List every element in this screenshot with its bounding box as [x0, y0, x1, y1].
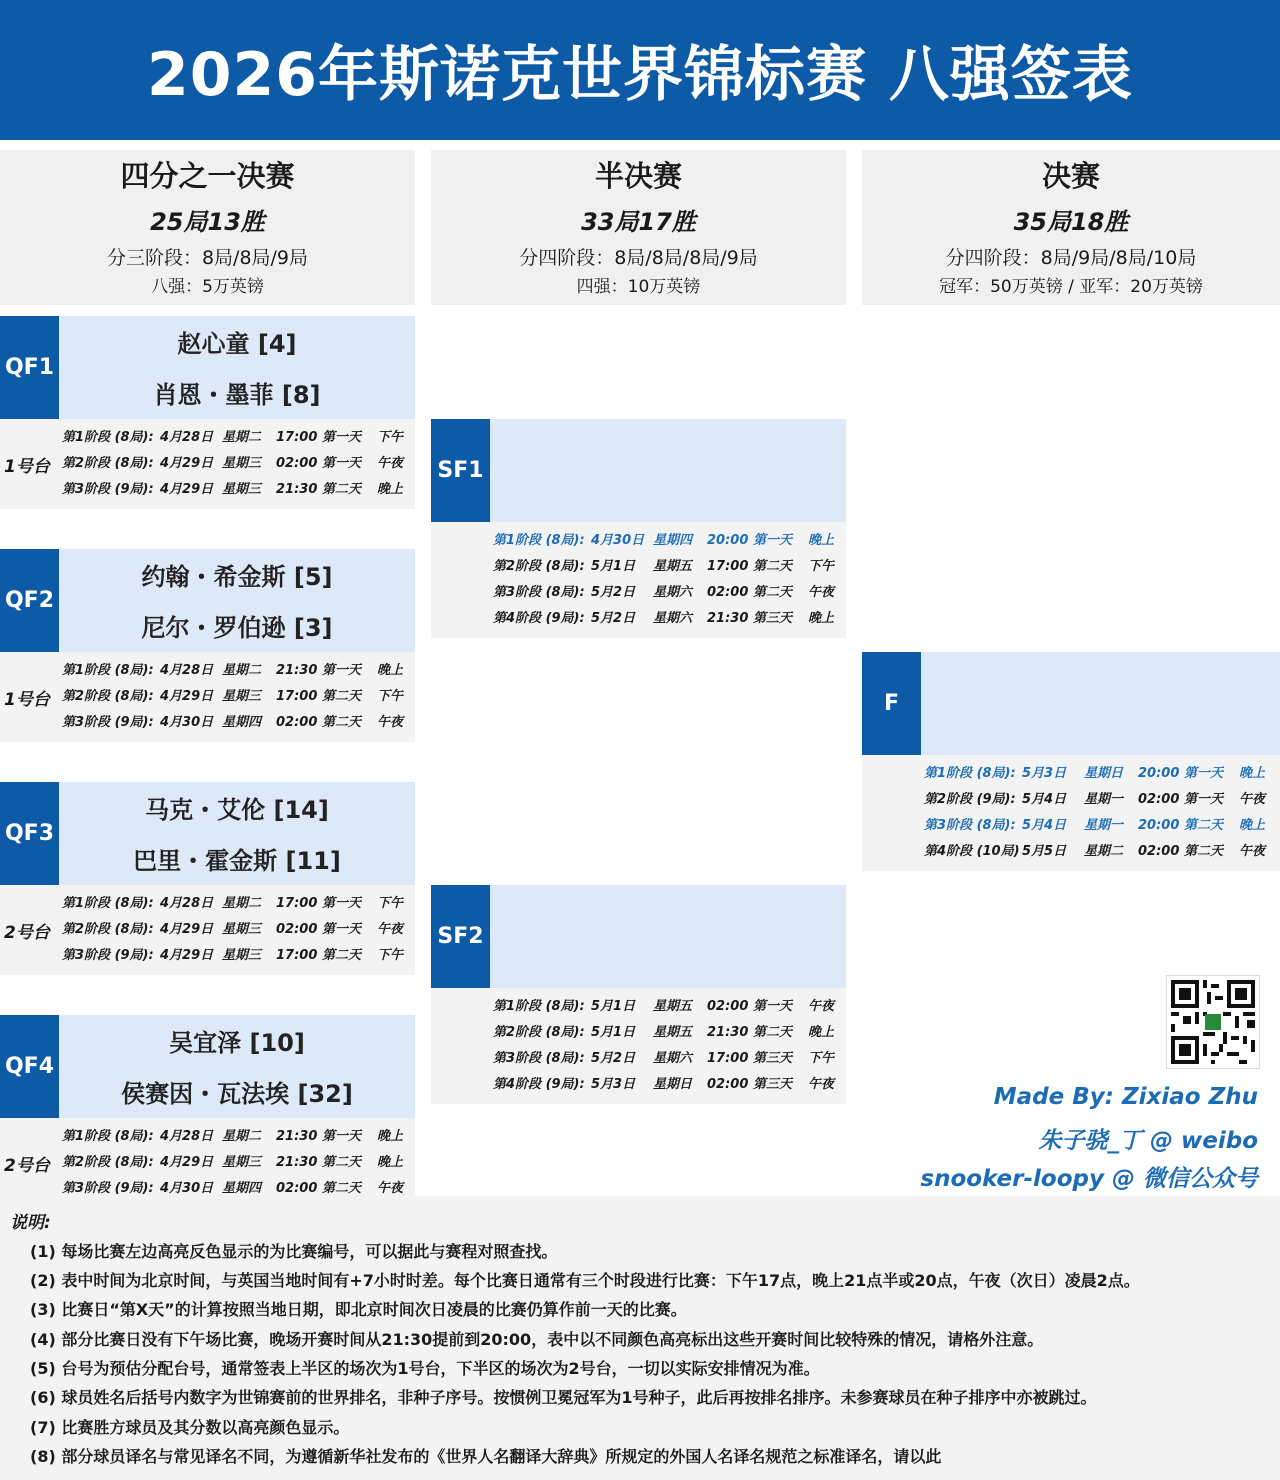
player-name: 巴里・霍金斯 [11]: [133, 847, 341, 875]
session-n: 第二天: [1184, 818, 1224, 833]
note-item: (3) 比赛日“第X天”的计算按照当地日期，即北京时间次日凌晨的比赛仍算作前一天的比赛。: [30, 1300, 687, 1319]
session-time: 02:00: [276, 456, 318, 471]
session-n: 第一天: [1184, 792, 1224, 807]
session-stage: 第1阶段 (8局):: [62, 663, 154, 678]
match-code: QF2: [0, 549, 59, 652]
session-n: 第二天: [753, 559, 793, 574]
table-number: 1号台: [4, 456, 50, 477]
session-stage: 第2阶段 (8局):: [493, 1025, 585, 1040]
session-part: 晚上: [377, 1129, 404, 1144]
session-n: 第一天: [322, 663, 362, 678]
session-part: 晚上: [808, 611, 835, 626]
player-name: 约翰・希金斯 [5]: [141, 563, 333, 591]
session-part: 午夜: [1239, 792, 1266, 807]
session-row: [62, 710, 415, 736]
session-date: 5月2日: [591, 611, 636, 626]
session-stage: 第1阶段 (8局):: [62, 1129, 154, 1144]
session-n: 第三天: [753, 1051, 793, 1066]
session-date: 5月3日: [591, 1077, 636, 1092]
session-date: 4月29日: [160, 456, 214, 471]
session-row: [62, 451, 415, 477]
session-day: 星期一: [1084, 792, 1124, 807]
session-part: 午夜: [377, 456, 404, 471]
session-day: 星期五: [653, 559, 693, 574]
session-n: 第二天: [322, 948, 362, 963]
schedule-block: [0, 1118, 415, 1208]
players-block: [59, 1015, 415, 1118]
table-number: 1号台: [4, 689, 50, 710]
player-name: 赵心童 [4]: [177, 330, 297, 358]
session-day: 星期三: [222, 456, 262, 471]
schedule-block: [0, 419, 415, 509]
session-n: 第二天: [753, 1025, 793, 1040]
round-format: 35局18胜: [1013, 208, 1129, 236]
session-time: 21:30: [276, 482, 318, 497]
session-row: [493, 1046, 846, 1072]
note-item: (1) 每场比赛左边高亮反色显示的为比赛编号，可以据此与赛程对照查找。: [30, 1242, 558, 1261]
round-sessions: 分四阶段：8局/8局/8局/9局: [519, 247, 758, 269]
session-part: 午夜: [377, 715, 404, 730]
session-row: [493, 580, 846, 606]
note-item: (8) 部分球员译名与常见译名不同，为遵循新华社发布的《世界人名翻译大辞典》所规定的外国人名译名规范之标准译名，请以此: [30, 1447, 942, 1466]
schedule-block: [431, 522, 846, 638]
session-day: 星期二: [1084, 844, 1124, 859]
session-day: 星期二: [222, 430, 262, 445]
session-row: [62, 1150, 415, 1176]
session-row: [493, 994, 846, 1020]
session-n: 第一天: [322, 896, 362, 911]
session-date: 5月2日: [591, 1051, 636, 1066]
session-part: 下午: [808, 1051, 835, 1066]
session-n: 第二天: [322, 1155, 362, 1170]
session-day: 星期六: [653, 611, 693, 626]
session-date: 4月30日: [591, 533, 645, 548]
session-row: [62, 943, 415, 969]
match-code: F: [862, 652, 921, 755]
session-stage: 第3阶段 (9局):: [62, 1181, 154, 1196]
session-day: 星期三: [222, 948, 262, 963]
qr-code-icon: [1167, 976, 1259, 1068]
schedule-block: [0, 652, 415, 742]
session-n: 第一天: [322, 1129, 362, 1144]
note-item: (6) 球员姓名后括号内数字为世锦赛前的世界排名，非种子序号。按惯例卫冕冠军为1号种子，此后再按排名排序。未参赛球员在种子排序中亦被跳过。: [30, 1388, 1097, 1407]
match-code: SF2: [431, 885, 490, 988]
session-n: 第一天: [753, 533, 793, 548]
session-time: 02:00: [707, 999, 749, 1014]
players-block: [921, 652, 1280, 755]
session-n: 第一天: [1184, 766, 1224, 781]
session-part: 晚上: [808, 1025, 835, 1040]
round-prize: 四强：10万英镑: [576, 277, 701, 297]
session-stage: 第2阶段 (8局):: [62, 922, 154, 937]
note-item: (7) 比赛胜方球员及其分数以高亮颜色显示。: [30, 1418, 350, 1437]
session-row: [62, 1124, 415, 1150]
session-row: [62, 917, 415, 943]
session-part: 晚上: [377, 482, 404, 497]
round-name: 四分之一决赛: [120, 159, 295, 193]
session-stage: 第3阶段 (9局):: [62, 482, 154, 497]
session-stage: 第2阶段 (8局):: [62, 1155, 154, 1170]
round-name: 决赛: [1041, 159, 1100, 193]
session-stage: 第1阶段 (8局):: [62, 430, 154, 445]
match-code: QF3: [0, 782, 59, 885]
notes-title: 说明:: [10, 1213, 51, 1233]
players-block: [59, 316, 415, 419]
session-part: 下午: [808, 559, 835, 574]
session-stage: 第1阶段 (8局):: [493, 533, 585, 548]
session-stage: 第4阶段 (10局): [924, 844, 1020, 859]
session-n: 第二天: [322, 689, 362, 704]
session-row: [924, 787, 1280, 813]
round-name: 半决赛: [594, 159, 682, 193]
session-date: 5月1日: [591, 559, 636, 574]
session-day: 星期三: [222, 1155, 262, 1170]
session-n: 第二天: [1184, 844, 1224, 859]
session-day: 星期三: [222, 922, 262, 937]
schedule-block: [0, 885, 415, 975]
session-n: 第二天: [322, 715, 362, 730]
session-part: 下午: [377, 896, 404, 911]
session-stage: 第3阶段 (8局):: [493, 585, 585, 600]
session-time: 21:30: [707, 1025, 749, 1040]
session-part: 午夜: [1239, 844, 1266, 859]
session-date: 5月2日: [591, 585, 636, 600]
player-name: 侯赛因・瓦法埃 [32]: [121, 1080, 353, 1108]
session-stage: 第3阶段 (9局):: [62, 948, 154, 963]
credit-weibo: 朱子骁_丁 @ weibo: [1038, 1128, 1258, 1154]
session-part: 晚上: [1239, 818, 1266, 833]
session-n: 第一天: [322, 922, 362, 937]
session-stage: 第3阶段 (8局):: [493, 1051, 585, 1066]
session-part: 晚上: [377, 663, 404, 678]
schedule-block: [431, 988, 846, 1104]
round-format: 25局13胜: [150, 208, 265, 236]
session-row: [493, 1020, 846, 1046]
session-day: 星期一: [1084, 818, 1124, 833]
session-date: 4月29日: [160, 948, 214, 963]
session-time: 02:00: [276, 1181, 318, 1196]
session-time: 17:00: [276, 430, 318, 445]
session-row: [493, 606, 846, 632]
session-time: 02:00: [276, 715, 318, 730]
session-date: 5月3日: [1022, 766, 1067, 781]
session-part: 午夜: [377, 922, 404, 937]
session-date: 4月28日: [160, 663, 214, 678]
session-date: 4月29日: [160, 689, 214, 704]
session-time: 02:00: [707, 585, 749, 600]
session-n: 第三天: [753, 611, 793, 626]
session-n: 第二天: [322, 482, 362, 497]
session-day: 星期日: [1084, 766, 1124, 781]
session-time: 17:00: [276, 689, 318, 704]
session-day: 星期三: [222, 689, 262, 704]
session-stage: 第2阶段 (8局):: [62, 689, 154, 704]
match-code: QF1: [0, 316, 59, 419]
session-date: 4月29日: [160, 1155, 214, 1170]
session-row: [62, 658, 415, 684]
round-sessions: 分四阶段：8局/9局/8局/10局: [945, 247, 1197, 269]
session-time: 17:00: [707, 1051, 749, 1066]
session-row: [62, 891, 415, 917]
session-n: 第三天: [753, 1077, 793, 1092]
session-stage: 第2阶段 (8局):: [62, 456, 154, 471]
session-day: 星期四: [222, 1181, 262, 1196]
session-time: 17:00: [707, 559, 749, 574]
session-date: 5月1日: [591, 1025, 636, 1040]
session-row: [62, 477, 415, 503]
session-time: 02:00: [1138, 844, 1180, 859]
session-day: 星期六: [653, 585, 693, 600]
session-date: 4月30日: [160, 1181, 214, 1196]
session-row: [493, 554, 846, 580]
session-time: 17:00: [276, 896, 318, 911]
session-stage: 第3阶段 (8局):: [924, 818, 1016, 833]
note-item: (4) 部分比赛日没有下午场比赛，晚场开赛时间从21:30提前到20:00，表中以不同颜色高亮标出这些开赛时间比较特殊的情况，请格外注意。: [30, 1330, 1044, 1349]
session-date: 5月4日: [1022, 818, 1067, 833]
session-n: 第二天: [322, 1181, 362, 1196]
session-date: 5月4日: [1022, 792, 1067, 807]
session-stage: 第3阶段 (9局):: [62, 715, 154, 730]
session-part: 午夜: [808, 585, 835, 600]
session-time: 21:30: [276, 1155, 318, 1170]
session-day: 星期六: [653, 1051, 693, 1066]
session-row: [924, 761, 1280, 787]
players-block: [490, 419, 846, 522]
session-stage: 第4阶段 (9局):: [493, 1077, 585, 1092]
credit-author: Made By: Zixiao Zhu: [993, 1084, 1258, 1110]
session-day: 星期四: [222, 715, 262, 730]
players-block: [59, 549, 415, 652]
session-date: 5月1日: [591, 999, 636, 1014]
match-code: SF1: [431, 419, 490, 522]
session-part: 下午: [377, 430, 404, 445]
player-name: 尼尔・罗伯逊 [3]: [141, 614, 333, 642]
round-prize: 冠军：50万英镑 / 亚军：20万英镑: [939, 277, 1203, 297]
players-block: [490, 885, 846, 988]
session-row: [924, 839, 1280, 865]
session-n: 第二天: [753, 585, 793, 600]
session-date: 5月5日: [1022, 844, 1067, 859]
session-time: 21:30: [707, 611, 749, 626]
session-n: 第一天: [322, 456, 362, 471]
session-part: 下午: [377, 689, 404, 704]
session-day: 星期五: [653, 1025, 693, 1040]
session-stage: 第1阶段 (8局):: [924, 766, 1016, 781]
table-number: 2号台: [4, 922, 50, 943]
session-row: [924, 813, 1280, 839]
note-item: (2) 表中时间为北京时间，与英国当地时间有+7小时时差。每个比赛日通常有三个时段进行比赛：下午17点，晚上21点半或20点，午夜（次日）凌晨2点。: [30, 1271, 1140, 1290]
session-n: 第一天: [753, 999, 793, 1014]
round-sessions: 分三阶段：8局/8局/9局: [106, 247, 309, 269]
session-time: 02:00: [276, 922, 318, 937]
table-number: 2号台: [4, 1155, 50, 1176]
session-row: [493, 1072, 846, 1098]
session-time: 21:30: [276, 663, 318, 678]
session-day: 星期四: [653, 533, 693, 548]
session-time: 20:00: [1138, 766, 1180, 781]
session-day: 星期五: [653, 999, 693, 1014]
session-stage: 第4阶段 (9局):: [493, 611, 585, 626]
round-header-sf: [431, 150, 846, 305]
session-date: 4月29日: [160, 482, 214, 497]
session-day: 星期日: [653, 1077, 693, 1092]
session-time: 02:00: [1138, 792, 1180, 807]
session-stage: 第1阶段 (8局):: [493, 999, 585, 1014]
page-title: 2026年斯诺克世界锦标赛 八强签表: [0, 0, 1280, 140]
session-row: [493, 528, 846, 554]
session-time: 17:00: [276, 948, 318, 963]
session-time: 21:30: [276, 1129, 318, 1144]
credit-wechat: snooker-loopy @ 微信公众号: [920, 1166, 1258, 1192]
session-date: 4月28日: [160, 430, 214, 445]
session-day: 星期二: [222, 663, 262, 678]
players-block: [59, 782, 415, 885]
session-part: 午夜: [808, 1077, 835, 1092]
session-date: 4月28日: [160, 1129, 214, 1144]
session-stage: 第1阶段 (8局):: [62, 896, 154, 911]
session-n: 第一天: [322, 430, 362, 445]
session-time: 20:00: [707, 533, 749, 548]
note-item: (5) 台号为预估分配台号，通常签表上半区的场次为1号台，下半区的场次为2号台，一切以实际安排情况为准。: [30, 1359, 820, 1378]
qr-code-image: [1166, 975, 1260, 1069]
session-row: [62, 425, 415, 451]
session-time: 20:00: [1138, 818, 1180, 833]
session-part: 晚上: [1239, 766, 1266, 781]
session-part: 午夜: [808, 999, 835, 1014]
schedule-block: [862, 755, 1280, 871]
round-header-final: [862, 150, 1280, 305]
session-row: [62, 684, 415, 710]
session-part: 下午: [377, 948, 404, 963]
session-day: 星期三: [222, 482, 262, 497]
round-header-qf: [0, 150, 415, 305]
session-part: 晚上: [808, 533, 835, 548]
session-time: 02:00: [707, 1077, 749, 1092]
session-date: 4月29日: [160, 922, 214, 937]
session-part: 晚上: [377, 1155, 404, 1170]
session-part: 午夜: [377, 1181, 404, 1196]
session-date: 4月30日: [160, 715, 214, 730]
session-day: 星期二: [222, 896, 262, 911]
notes-section: [0, 1196, 1280, 1480]
match-code: QF4: [0, 1015, 59, 1118]
session-date: 4月28日: [160, 896, 214, 911]
player-name: 肖恩・墨菲 [8]: [153, 381, 321, 409]
player-name: 吴宜泽 [10]: [169, 1029, 305, 1057]
session-stage: 第2阶段 (9局):: [924, 792, 1016, 807]
session-day: 星期二: [222, 1129, 262, 1144]
player-name: 马克・艾伦 [14]: [145, 796, 329, 824]
round-prize: 八强：5万英镑: [151, 277, 264, 297]
round-format: 33局17胜: [581, 208, 696, 236]
session-stage: 第2阶段 (8局):: [493, 559, 585, 574]
